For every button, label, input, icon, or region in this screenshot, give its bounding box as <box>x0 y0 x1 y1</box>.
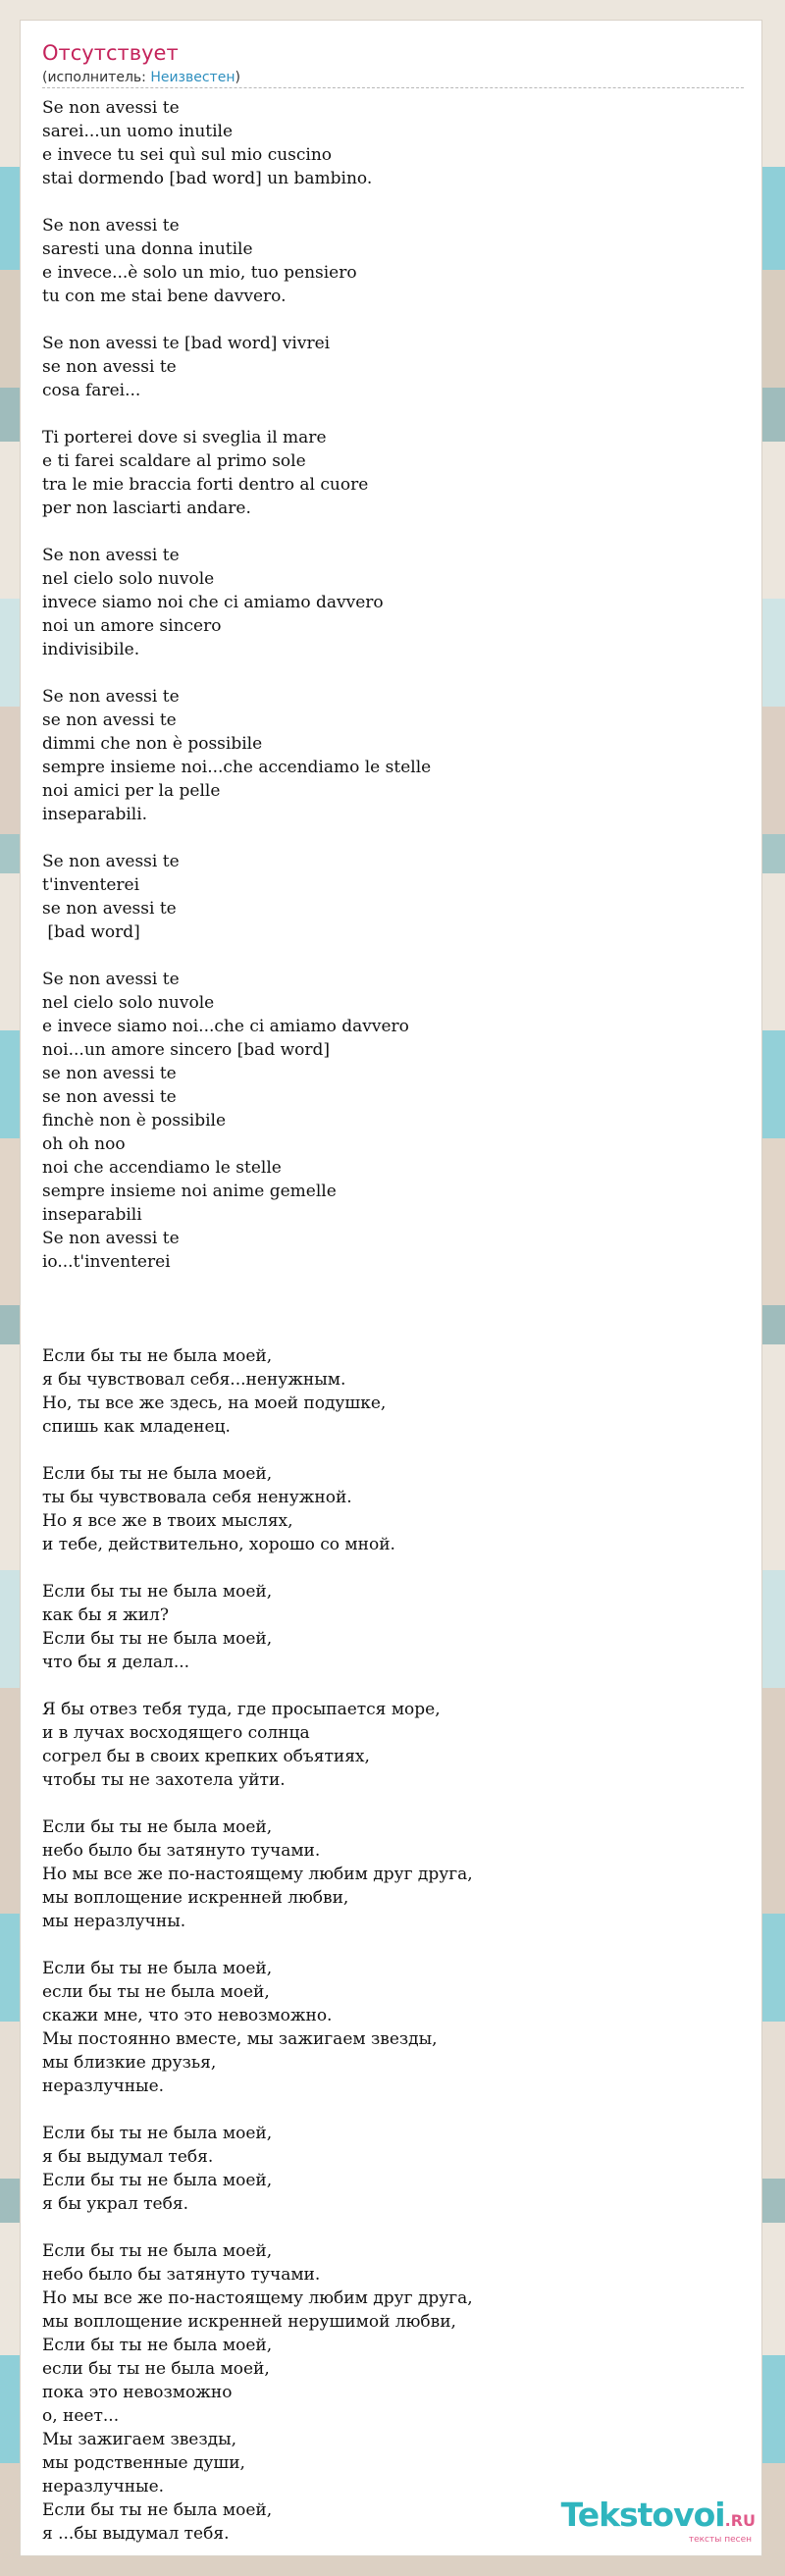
lyric-line: Мы зажигаем звезды, <box>42 2430 237 2449</box>
lyric-line <box>42 944 744 968</box>
lyric-line: sempre insieme noi anime gemelle <box>42 1182 337 1201</box>
lyrics-text <box>42 96 744 2546</box>
lyric-line: Se non avessi te [bad word] vivrei <box>42 334 331 353</box>
lyric-line: Если бы ты не была моей, <box>42 2336 273 2355</box>
lyric-line: Но мы все же по-настоящему любим друг друга, <box>42 2288 473 2308</box>
lyric-line <box>42 520 744 544</box>
lyric-line <box>42 1792 744 1815</box>
lyric-line: tu con me stai bene davvero. <box>42 287 287 306</box>
lyric-line: nel cielo solo nuvole <box>42 993 215 1013</box>
lyric-line: noi...un amore sincero [bad word] <box>42 1040 331 1060</box>
lyric-line: чтобы ты не захотела уйти. <box>42 1770 286 1790</box>
lyric-line <box>42 2216 744 2239</box>
lyric-line: Но, ты все же здесь, на моей подушке, <box>42 1393 387 1413</box>
lyric-line: Se non avessi te <box>42 98 180 118</box>
artist-link[interactable]: Неизвестен <box>150 70 236 85</box>
lyric-line <box>42 661 744 685</box>
lyric-line: stai dormendo [bad word] un bambino. <box>42 169 373 188</box>
lyric-line: Мы постоянно вместе, мы зажигаем звезды, <box>42 2029 438 2049</box>
lyric-line: Но я все же в твоих мыслях, <box>42 1511 293 1531</box>
lyric-line: t'inventerei <box>42 875 140 895</box>
lyric-line: Если бы ты не была моей, <box>42 1582 273 1602</box>
lyric-line <box>42 1933 744 1957</box>
lyric-line: неразлучные. <box>42 2077 165 2096</box>
logo-tld: .RU <box>724 2511 756 2530</box>
artist-prefix: (исполнитель: <box>42 70 151 85</box>
lyric-line <box>42 1321 744 1344</box>
lyric-line <box>42 1297 744 1321</box>
lyric-line: indivisibile. <box>42 640 140 659</box>
lyric-line: sarei...un uomo inutile <box>42 122 234 141</box>
lyric-line: и тебе, действительно, хорошо со мной. <box>42 1535 395 1554</box>
lyric-line: Если бы ты не была моей, <box>42 2124 273 2143</box>
lyric-line: e ti farei scaldare al primo sole <box>42 451 306 471</box>
lyric-line: мы близкие друзья, <box>42 2053 217 2073</box>
lyric-line: если бы ты не была моей, <box>42 2359 270 2379</box>
lyric-line: я ...бы выдумал тебя. <box>42 2524 230 2544</box>
lyric-line: согрел бы в своих крепких объятиях, <box>42 1747 370 1766</box>
lyric-line <box>42 1439 744 1462</box>
lyric-line <box>42 402 744 426</box>
lyric-line: e invece...è solo un mio, tuo pensiero <box>42 263 357 283</box>
lyric-line: я бы украл тебя. <box>42 2194 188 2214</box>
lyric-line: Se non avessi te <box>42 546 180 565</box>
lyric-line: dimmi che non è possibile <box>42 734 263 754</box>
lyric-line: как бы я жил? <box>42 1605 169 1625</box>
lyric-line: [bad word] <box>42 922 140 942</box>
lyric-line: Se non avessi te <box>42 970 180 989</box>
lyric-line: пока это невозможно <box>42 2383 233 2402</box>
lyric-line: tra le mie braccia forti dentro al cuore <box>42 475 369 495</box>
lyric-line <box>42 1274 744 1297</box>
lyric-line: Если бы ты не была моей, <box>42 1817 273 1837</box>
lyric-line: мы родственные души, <box>42 2453 245 2473</box>
lyric-line: per non lasciarti andare. <box>42 499 251 518</box>
logo-tagline: тексты песен <box>688 2535 752 2545</box>
site-logo[interactable] <box>561 2497 756 2545</box>
artist-suffix: ) <box>235 70 240 85</box>
lyric-line: noi amici per la pelle <box>42 781 221 801</box>
lyric-line: и в лучах восходящего солнца <box>42 1723 310 1743</box>
lyric-line: Если бы ты не была моей, <box>42 2171 273 2190</box>
lyric-line: nel cielo solo nuvole <box>42 569 215 589</box>
lyric-line <box>42 308 744 332</box>
lyric-line: Se non avessi te <box>42 852 180 871</box>
lyric-line: небо было бы затянуто тучами. <box>42 2265 321 2285</box>
lyric-line: мы воплощение искренней нерушимой любви, <box>42 2312 456 2332</box>
lyric-line: если бы ты не была моей, <box>42 1982 270 2002</box>
lyric-line: inseparabili <box>42 1205 142 1225</box>
lyric-line <box>42 2098 744 2122</box>
lyric-line: sempre insieme noi...che accendiamo le stelle <box>42 758 432 777</box>
lyric-line <box>42 190 744 214</box>
lyric-line: inseparabili. <box>42 805 148 824</box>
lyric-line: saresti una donna inutile <box>42 239 253 259</box>
lyric-line <box>42 1556 744 1580</box>
lyric-line: se non avessi te <box>42 899 177 919</box>
lyric-line: скажи мне, что это невозможно. <box>42 2006 333 2025</box>
lyric-line: Ti porterei dove si sveglia il mare <box>42 428 327 447</box>
lyric-line: ты бы чувствовала себя ненужной. <box>42 1488 352 1507</box>
title-divider <box>42 87 744 88</box>
lyric-line: мы воплощение искренней любви, <box>42 1888 349 1908</box>
lyric-line <box>42 826 744 850</box>
lyric-line: Если бы ты не была моей, <box>42 2241 273 2261</box>
lyric-line: что бы я делал... <box>42 1653 190 1672</box>
lyric-line: Если бы ты не была моей, <box>42 1346 273 1366</box>
lyric-line: о, неет... <box>42 2406 120 2426</box>
lyric-line <box>42 1674 744 1698</box>
logo-name: Tekstovoi <box>560 2496 725 2534</box>
lyric-line: Se non avessi te <box>42 1229 180 1248</box>
lyric-line: Если бы ты не была моей, <box>42 1464 273 1484</box>
lyric-line: e invece tu sei quì sul mio cuscino <box>42 145 333 165</box>
lyric-line: Se non avessi te <box>42 216 180 236</box>
lyric-line: finchè non è possibile <box>42 1111 227 1130</box>
lyric-line: Если бы ты не была моей, <box>42 1959 273 1978</box>
lyric-line: se non avessi te <box>42 1064 177 1083</box>
lyric-line: Но мы все же по-настоящему любим друг друга, <box>42 1865 473 1884</box>
lyric-line: oh oh noo <box>42 1134 126 1154</box>
song-title: Отсутствует <box>42 41 179 65</box>
lyric-line: io...t'inventerei <box>42 1252 171 1272</box>
lyric-line: noi che accendiamo le stelle <box>42 1158 282 1178</box>
lyric-line: Если бы ты не была моей, <box>42 2500 273 2520</box>
lyric-line: Se non avessi te <box>42 687 180 707</box>
lyric-line: Я бы отвез тебя туда, где просыпается море, <box>42 1700 441 1719</box>
lyric-line: я бы выдумал тебя. <box>42 2147 214 2167</box>
lyric-line: se non avessi te <box>42 357 177 377</box>
lyric-line: se non avessi te <box>42 710 177 730</box>
lyric-line: cosa farei... <box>42 381 141 400</box>
lyric-line: небо было бы затянуто тучами. <box>42 1841 321 1861</box>
lyrics-panel <box>20 20 762 2556</box>
lyric-line: мы неразлучны. <box>42 1912 186 1931</box>
lyric-line: invece siamo noi che ci amiamo davvero <box>42 593 384 612</box>
lyric-line: e invece siamo noi...che ci amiamo davvero <box>42 1017 409 1036</box>
lyric-line: неразлучные. <box>42 2477 165 2497</box>
lyric-line: Если бы ты не была моей, <box>42 1629 273 1649</box>
artist-line <box>42 69 240 86</box>
lyric-line: спишь как младенец. <box>42 1417 231 1437</box>
lyric-line: se non avessi te <box>42 1087 177 1107</box>
lyric-line: noi un amore sincero <box>42 616 222 636</box>
lyric-line: я бы чувствовал себя...ненужным. <box>42 1370 346 1390</box>
